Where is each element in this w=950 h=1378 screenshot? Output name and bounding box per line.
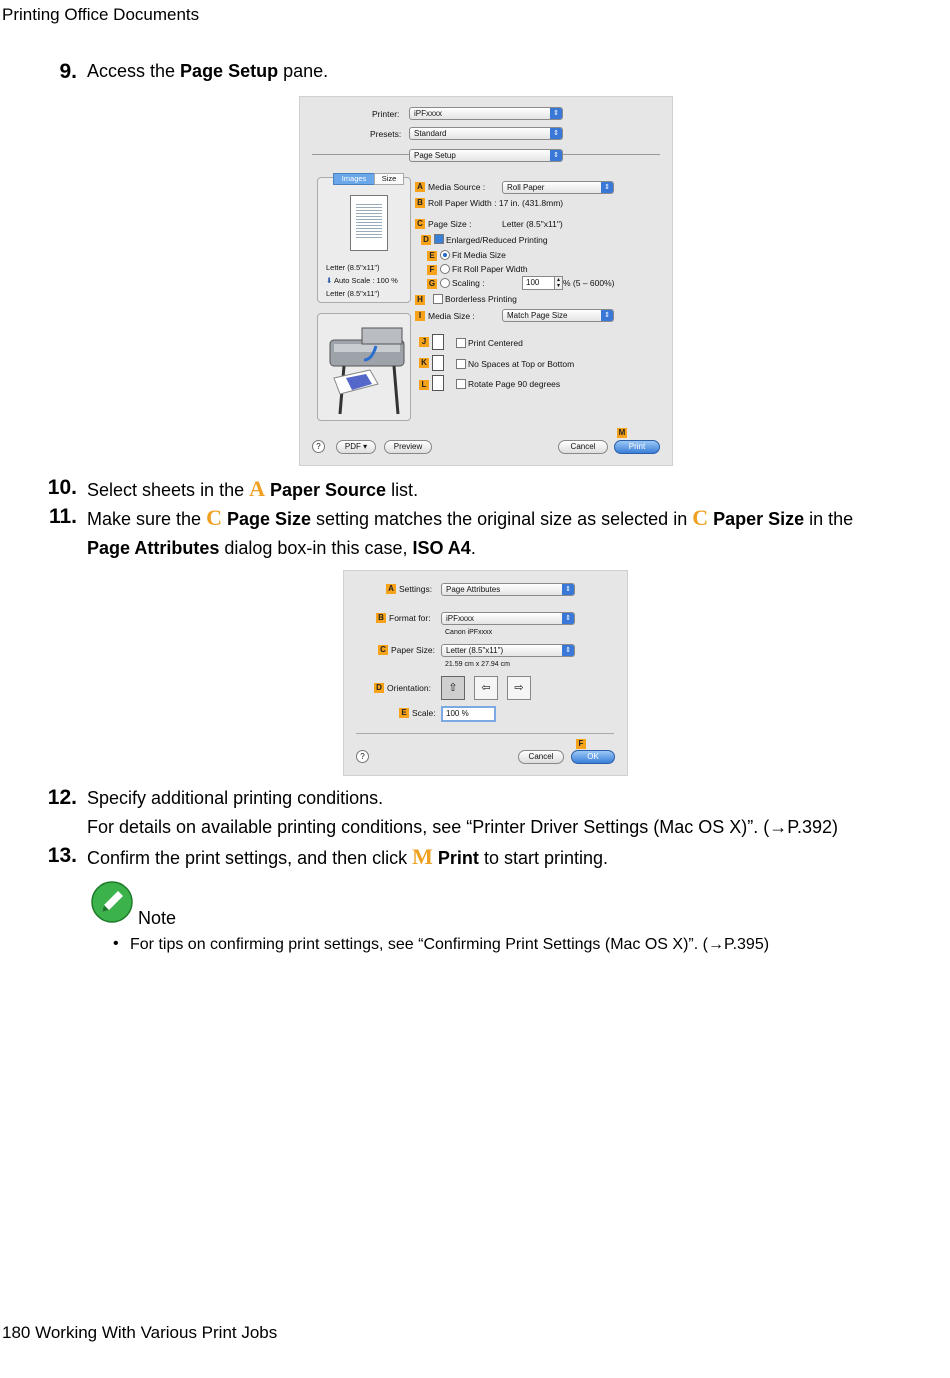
rotate-checkbox[interactable] <box>456 379 466 389</box>
badge-d: D <box>421 235 431 245</box>
media-size-popup[interactable] <box>502 309 614 322</box>
orientation-label: Orientation: <box>387 683 431 693</box>
scaling-range: % (5 – 600%) <box>563 278 615 288</box>
badge-i: I <box>415 311 425 321</box>
tab-size[interactable]: Size <box>374 173 404 185</box>
print-button[interactable]: Print <box>614 440 660 454</box>
popup-arrows-icon: ⇕ <box>550 108 562 119</box>
step-text-part: dialog box-in this case, <box>219 538 413 558</box>
presets-label: Presets: <box>370 129 402 139</box>
enlarged-checkbox[interactable] <box>434 234 444 244</box>
step-text-part: Confirm the print settings, and then click <box>87 848 413 868</box>
badge-k: K <box>419 358 429 368</box>
media-size-label: Media Size : <box>428 311 475 321</box>
down-arrow-icon: ⬇ <box>326 276 334 285</box>
note-pencil-icon <box>90 880 134 924</box>
page-attributes-screenshot <box>343 570 628 776</box>
media-size-value: Match Page Size <box>507 311 568 320</box>
step-text-part: setting matches the original size as selected in <box>311 509 693 529</box>
cancel-button[interactable]: Cancel <box>558 440 608 454</box>
step-number: 12. <box>47 786 77 809</box>
badge-h: H <box>415 295 425 305</box>
popup-arrows-icon: ⇕ <box>550 128 562 139</box>
presets-popup[interactable] <box>409 127 563 140</box>
page-preview-thumbnail <box>350 195 388 251</box>
step-text-line: For details on available printing conditions, see “Printer Driver Settings (Mac OS X)”. (→P.392) <box>87 817 838 837</box>
settings-label: Settings: <box>399 584 433 594</box>
printer-illustration <box>318 314 410 420</box>
printer-illustration-panel <box>317 313 411 421</box>
step-text <box>87 503 907 563</box>
popup-arrows-icon: ⇕ <box>550 150 562 161</box>
step-text-line: Specify additional printing conditions. <box>87 788 384 808</box>
step-text-part: Make sure the <box>87 509 207 529</box>
popup-arrows-icon: ⇕ <box>601 182 613 193</box>
format-value: iPFxxxx <box>446 614 474 623</box>
key-letter: M <box>412 844 433 869</box>
fit-roll-radio[interactable] <box>440 264 450 274</box>
rotate-label: Rotate Page 90 degrees <box>468 379 561 389</box>
step-text <box>87 784 917 842</box>
orientation-landscape-reverse-icon[interactable]: ⇨ <box>507 676 531 700</box>
help-button[interactable]: ? <box>356 750 369 763</box>
preview-button[interactable]: Preview <box>384 440 432 454</box>
help-button[interactable]: ? <box>312 440 325 453</box>
tab-images[interactable]: Images <box>333 173 375 185</box>
print-centered-checkbox[interactable] <box>456 338 466 348</box>
page-header: Printing Office Documents <box>2 5 200 24</box>
preview-info-paper: Letter (8.5"x11") <box>326 263 380 272</box>
paper-size-popup[interactable] <box>441 644 575 657</box>
step-text-part: Access the <box>87 61 181 81</box>
roll-paper-width: Roll Paper Width : 17 in. (431.8mm) <box>428 198 564 208</box>
borderless-label: Borderless Printing <box>445 294 517 304</box>
step-bold-term: ISO A4 <box>412 538 471 558</box>
paper-size-value: Letter (8.5"x11") <box>446 646 504 655</box>
print-centered-icon <box>432 334 444 350</box>
note-text: For tips on confirming print settings, see “Confirming Print Settings (Mac OS X)”. (→P.395) <box>130 936 770 953</box>
step-text <box>87 474 418 505</box>
key-letter: C <box>206 505 222 530</box>
format-label: Format for: <box>389 613 431 623</box>
scale-label: Scale: <box>412 708 436 718</box>
rotate-page-icon <box>432 375 444 391</box>
key-letter: A <box>249 476 265 501</box>
badge-g: G <box>428 279 436 288</box>
settings-value: Page Attributes <box>446 585 501 594</box>
note-title: Note <box>138 908 177 928</box>
badge-c: C <box>378 645 388 655</box>
badge-a: A <box>415 182 425 192</box>
badge-f: F <box>427 265 437 275</box>
pane-value: Page Setup <box>414 151 456 160</box>
badge-j: J <box>419 337 429 347</box>
step-text-part: pane. <box>278 61 329 81</box>
presets-value: Standard <box>414 129 447 138</box>
key-letter: C <box>692 505 709 530</box>
orientation-landscape-icon[interactable]: ⇦ <box>474 676 498 700</box>
format-popup[interactable] <box>441 612 575 625</box>
step-text <box>87 842 608 873</box>
divider <box>356 733 614 734</box>
paper-size-subtext: 21.59 cm x 27.94 cm <box>445 661 510 668</box>
step-bold-term: Paper Source <box>265 480 387 500</box>
printer-value: iPFxxxx <box>414 109 442 118</box>
media-source-label: Media Source : <box>428 182 486 192</box>
popup-arrows-icon: ⇕ <box>562 584 574 595</box>
printer-label: Printer: <box>372 109 400 119</box>
print-centered-label: Print Centered <box>468 338 523 348</box>
page-size-value: Letter (8.5"x11") <box>502 219 563 229</box>
badge-a: A <box>386 584 396 594</box>
badge-e: E <box>427 251 437 261</box>
pane-popup[interactable] <box>409 149 563 162</box>
preview-info-scale <box>326 276 398 285</box>
paper-size-label: Paper Size: <box>391 645 435 655</box>
no-spaces-label: No Spaces at Top or Bottom <box>468 359 575 369</box>
orientation-portrait-icon[interactable]: ⇧ <box>441 676 465 700</box>
step-text-part: in the <box>804 509 854 529</box>
borderless-checkbox[interactable] <box>433 294 443 304</box>
badge-b: B <box>376 613 386 623</box>
step-bold-term: Page Size <box>221 509 311 529</box>
page-footer: 180 Working With Various Print Jobs <box>2 1323 278 1342</box>
popup-arrows-icon: ⇕ <box>562 645 574 656</box>
step-text-part: list. <box>386 480 419 500</box>
ok-button[interactable]: OK <box>571 750 615 764</box>
popup-arrows-icon: ⇕ <box>562 613 574 624</box>
auto-scale-text: Auto Scale : 100 % <box>333 276 398 285</box>
step-text-part: to start printing. <box>478 848 608 868</box>
page-lines <box>356 202 382 240</box>
badge-f: F <box>576 739 586 749</box>
step-number: 13. <box>47 844 77 867</box>
scaling-stepper[interactable]: ▴ ▾ <box>554 276 563 290</box>
enlarged-label: Enlarged/Reduced Printing <box>446 235 548 245</box>
media-source-popup[interactable] <box>502 181 614 194</box>
preview-info-output: Letter (8.5"x11") <box>326 289 380 298</box>
badge-b: B <box>415 198 425 208</box>
step-text-part: Select sheets in the <box>87 480 250 500</box>
fit-roll-label: Fit Roll Paper Width <box>452 264 528 274</box>
fit-media-label: Fit Media Size <box>452 250 506 260</box>
page-size-label: Page Size : <box>428 219 472 229</box>
page-setup-screenshot <box>299 96 673 466</box>
badge-d: D <box>374 683 384 693</box>
popup-arrows-icon: ⇕ <box>601 310 613 321</box>
step-number: 9. <box>59 60 77 83</box>
format-subtext: Canon iPFxxxx <box>445 629 493 636</box>
step-text-part: . <box>470 538 476 558</box>
step-number: 10. <box>47 476 77 499</box>
cancel-button[interactable]: Cancel <box>518 750 564 764</box>
note-bullet: • <box>113 935 119 952</box>
pdf-button[interactable]: PDF ▾ <box>336 440 376 454</box>
badge-m: M <box>618 428 626 437</box>
step-text <box>87 57 328 86</box>
step-bold-term: Paper Size <box>708 509 805 529</box>
badge-l: L <box>419 380 429 390</box>
badge-c: C <box>415 219 425 229</box>
step-bold-term: Print <box>432 848 479 868</box>
media-source-value: Roll Paper <box>507 183 545 192</box>
settings-popup[interactable] <box>441 583 575 596</box>
scaling-input[interactable]: 100 <box>522 276 555 290</box>
scaling-radio[interactable] <box>440 278 450 288</box>
step-number: 11. <box>48 505 77 528</box>
scale-input[interactable]: 100 % <box>441 706 496 722</box>
step-bold-term: Page Setup <box>180 61 279 81</box>
scaling-label: Scaling : <box>452 278 485 288</box>
fit-media-radio[interactable] <box>440 250 450 260</box>
no-spaces-checkbox[interactable] <box>456 359 466 369</box>
badge-e: E <box>399 708 409 718</box>
printer-popup[interactable] <box>409 107 563 120</box>
no-spaces-icon <box>432 355 444 371</box>
step-bold-term: Page Attributes <box>87 538 220 558</box>
